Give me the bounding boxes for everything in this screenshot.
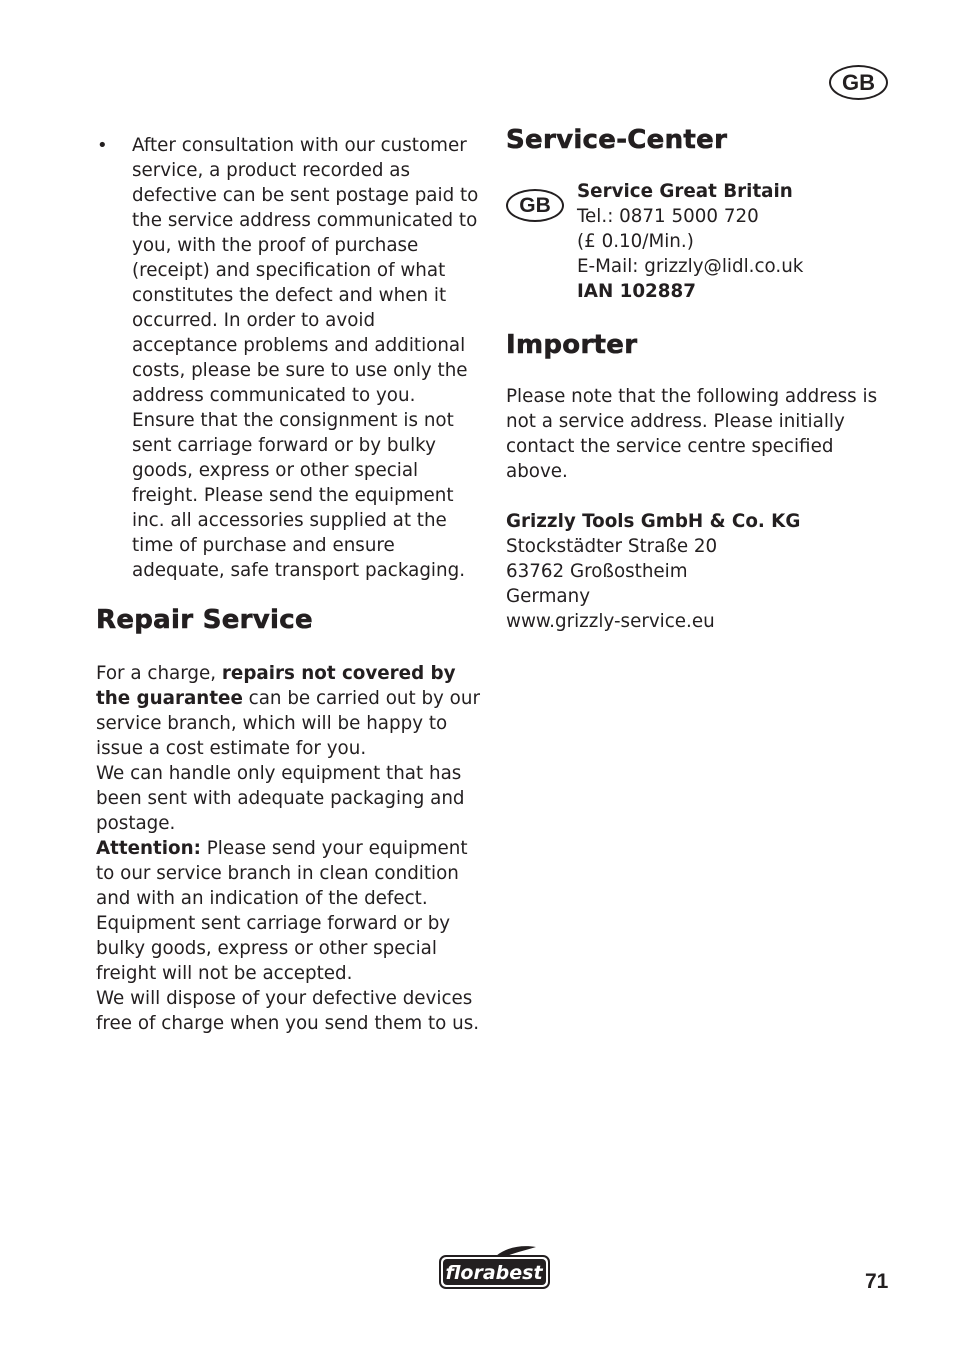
service-contact-block (506, 179, 891, 304)
repair-paragraph-1: For a charge, repairs not covered by the guarantee can be carried out by our service branch, which will be happy to issue a cost estimate for you. (96, 663, 480, 759)
repair-paragraph-5: We will dispose of your defective devices free of charge when you send them to us. (96, 988, 480, 1034)
repair-paragraph-3: Attention: Please send your equipment to our service branch in clean condition and with an indication of the defect. (96, 838, 468, 909)
left-column (96, 133, 481, 1036)
service-country-badge-gb: GB (506, 189, 564, 222)
service-ian: IAN 102887 (577, 281, 696, 302)
service-email: E-Mail: grizzly@lidl.co.uk (577, 256, 804, 277)
service-center-heading: Service-Center (506, 125, 728, 155)
importer-street: Stockstädter Straße 20 (506, 536, 718, 557)
importer-heading: Importer (506, 330, 638, 360)
importer-company: Grizzly Tools GmbH & Co. KG (506, 511, 801, 532)
bullet-icon: • (97, 135, 108, 156)
importer-country: Germany (506, 586, 591, 607)
service-rate: (£ 0.10/Min.) (577, 231, 694, 252)
florabest-logo (438, 1244, 551, 1290)
page-number: 71 (865, 1270, 889, 1293)
bullet-item (96, 133, 481, 583)
service-tel: Tel.: 0871 5000 720 (577, 206, 759, 227)
service-title: Service Great Britain (577, 181, 793, 202)
importer-website: www.grizzly-service.eu (506, 611, 715, 632)
repair-paragraph-2: We can handle only equipment that has been sent with adequate packaging and postage. (96, 763, 465, 834)
country-badge-gb: GB (829, 65, 888, 100)
repair-paragraph-4: Equipment sent carriage forward or by bulky goods, express or other special freight will not be accepted. (96, 913, 451, 984)
bullet-text: After consultation with our customer service, a product recorded as defective can be sent postage paid to the service address communicated to you, with the proof of purchase (receipt) and specification of what constitutes the defect and when it occurred. In order to avoid acceptance problems and additional costs, please be sure to use only the address communicated to you. Ensure that the consignment is not sent carriage forward or by bulky goods, express or other special freight. Please send the equipment inc. all accessories supplied at the time of purchase and ensure adequate, safe transport packaging. (132, 135, 479, 581)
right-column (506, 125, 891, 634)
repair-service-heading: Repair Service (96, 605, 313, 635)
importer-city: 63762 Großostheim (506, 561, 688, 582)
florabest-logo-text: florabest (445, 1262, 543, 1284)
importer-note: Please note that the following address is not a service address. Please initially contact the service centre specified above. (506, 386, 878, 482)
